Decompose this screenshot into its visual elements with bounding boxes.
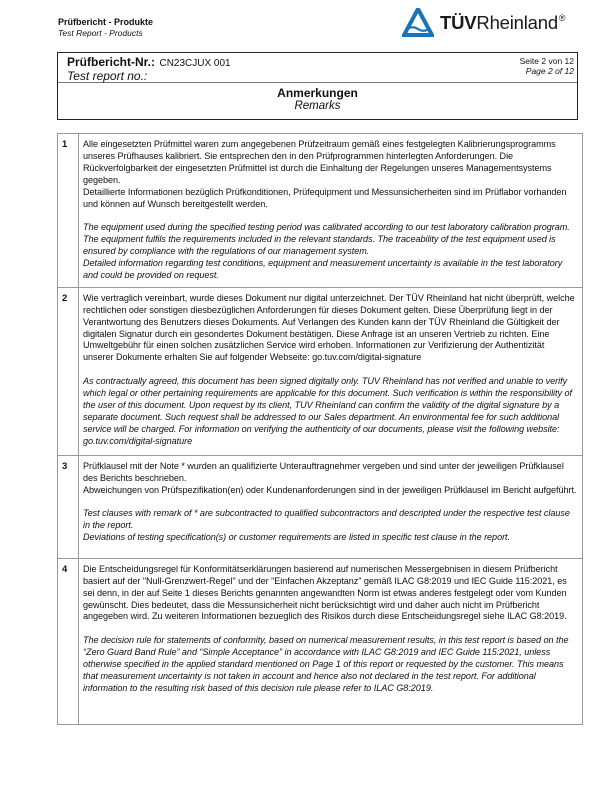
remark-text-de-2: Abweichungen von Prüfspezifikation(en) oder Kundenanforderungen sind in der jeweiligen Prüfklausel im Bericht aufgeführt. <box>83 484 577 495</box>
document-type-de: Prüfbericht - Produkte <box>58 17 154 27</box>
tuv-triangle-logo-icon <box>402 8 434 38</box>
table-row <box>58 287 583 455</box>
remark-text-en: Test clauses with remark of * are subcontracted to qualified subcontractors and descripted under the respective test clause in the report. <box>83 508 570 531</box>
page-indicator-en: Page 2 of 12 <box>525 66 574 76</box>
remark-number: 4 <box>58 558 79 724</box>
tuv-rheinland-logo <box>402 6 565 40</box>
remark-text-de-2: Detaillierte Informationen bezüglich Prüfkonditionen, Prüfequipment und Messunsicherheiten sind im Prüflabor vorhanden und können auf Wunsch bereitgestellt werden. <box>83 186 567 209</box>
remark-text <box>79 558 583 724</box>
report-info-box <box>57 52 578 120</box>
table-row <box>58 134 583 288</box>
remark-text-de: Alle eingesetzten Prüfmittel waren zum angegebenen Prüfzeitraum gemäß eines festgelegten Kalibrierungsprogramms unseres Prüfhauses kalibriert. Sie entsprechen den in den Prüfprogrammen hinterlegten Anforderungen. Die Rückverfolgbarkeit der eingesetzten Prüfmittel ist durch die Einhaltung der Regelungen unseres Managementsystems gegeben. <box>83 139 556 185</box>
report-number-value: CN23CJUX 001 <box>159 58 231 69</box>
remark-text <box>79 455 583 558</box>
report-number-label: Prüfbericht-Nr.: <box>67 55 156 69</box>
brand-name: TÜVRheinland® <box>440 12 566 33</box>
remark-text-en-2: Detailed information regarding test conditions, equipment and measurement uncertainty is available in the test laboratory and could be provided on request. <box>83 258 563 280</box>
remark-text-en: The equipment used during the specified testing period was calibrated according to our test laboratory calibration program. The equipment fulfils the requirements included in the relevant standards. The traceability of the test equipment used is ensured by compliance with the regulations of our management system. <box>83 222 570 257</box>
remark-text <box>79 134 583 288</box>
remark-text-en: As contractually agreed, this document has been signed digitally only. TUV Rheinland has not verified and unable to verify which legal or other pertaining requirements are applicable for this document. Such verification is within the responsibility of the user of this document. Upon request by its client, TUV Rheinland can confirm the validity of the digital signature by a separate document. Such request shall be addressed to our Sales department. An environmental fee for such additional service will be charged. For information on verifying the authenticity of our documents, please visit the following website: go.tuv.com/digital-signature <box>83 376 572 446</box>
remark-text-de: Prüfklausel mit der Note * wurden an qualifizierte Unterauftragnehmer vergeben und sind unter der jeweiligen Prüfklausel des Berichts beschrieben. <box>83 460 564 483</box>
page-indicator-de: Seite 2 von 12 <box>519 56 574 66</box>
remark-text-en: The decision rule for statements of conformity, based on numerical measurement results, in this test report is based on the “Zero Guard Band Rule” and “Simple Acceptance” in accordance with ILAC G8:2019 and IEC Guide 115:2021, unless otherwise specified in the applied standard mentioned on Page 1 of this report or requested by the customer. This means that measurement uncertainty is not taken in account and hence also not declared in the test report. For additional information to the resulting risk based of this decision rule please refer to ILAC G8:2019. <box>83 635 569 693</box>
report-number <box>67 56 231 82</box>
remarks-table <box>57 133 583 725</box>
report-number-label-en: Test report no.: <box>67 69 148 83</box>
table-row <box>58 558 583 724</box>
remark-number: 2 <box>58 287 79 455</box>
remark-text-de: Wie vertraglich vereinbart, wurde dieses Dokument nur digital unterzeichnet. Der TÜV Rheinland hat nicht überprüft, welche rechtlichen oder sonstigen diesbezüglichen Anforderungen für dieses Dokument gelten. Diese Überprüfung liegt in der Verantwortung des Benutzers dieses Dokuments. Auf Verlangen des Kunden kann der TÜV Rheinland die Gültigkeit der digitalen Signatur durch ein gesondertes Dokument bestätigen. Diese Anfrage ist an unseren Vertrieb zu richten. Eine Umweltgebühr für einen solchen zusätzlichen Service wird erhoben. Informationen zur Verifizierung der Authentizität unserer Dokumente erhalten Sie auf folgender Webseite: go.tuv.com/digital-signature <box>83 292 575 363</box>
section-title-en: Remarks <box>294 100 341 112</box>
remark-text <box>79 287 583 455</box>
page-indicator <box>520 56 574 76</box>
remark-number: 3 <box>58 455 79 558</box>
section-title-de: Anmerkungen <box>277 86 358 100</box>
remark-text-en-2: Deviations of testing specification(s) or customer requirements are listed in specific test clause in the report. <box>83 532 511 543</box>
remark-number: 1 <box>58 134 79 288</box>
remark-text-de: Die Entscheidungsregel für Konformitätserklärungen basierend auf numerischen Messergebnisen in diesem Prüfbericht basiert auf der "Null-Grenzwert-Regel" und der "Einfachen Akzeptanz" gemäß ILAC G8:2019 und IEC Guide 115:2021, es sei denn, in der auf Seite 1 dieses Berichts genannten angewandten Norm ist etwas anderes festgelegt oder vom Kunden gewünscht. Dies bedeutet, dass die Messunsicherheit nicht berücksichtigt wird und daher auch nicht im Prüfbericht angegeben wird. Zu weiteren Informationen bezueglich des Risikos durch diese Entscheidungsregel siehe ILAC G8:2019. <box>83 563 567 622</box>
section-title <box>58 83 577 113</box>
document-type <box>58 17 153 39</box>
table-row <box>58 455 583 558</box>
document-type-en: Test Report - Products <box>58 28 143 38</box>
